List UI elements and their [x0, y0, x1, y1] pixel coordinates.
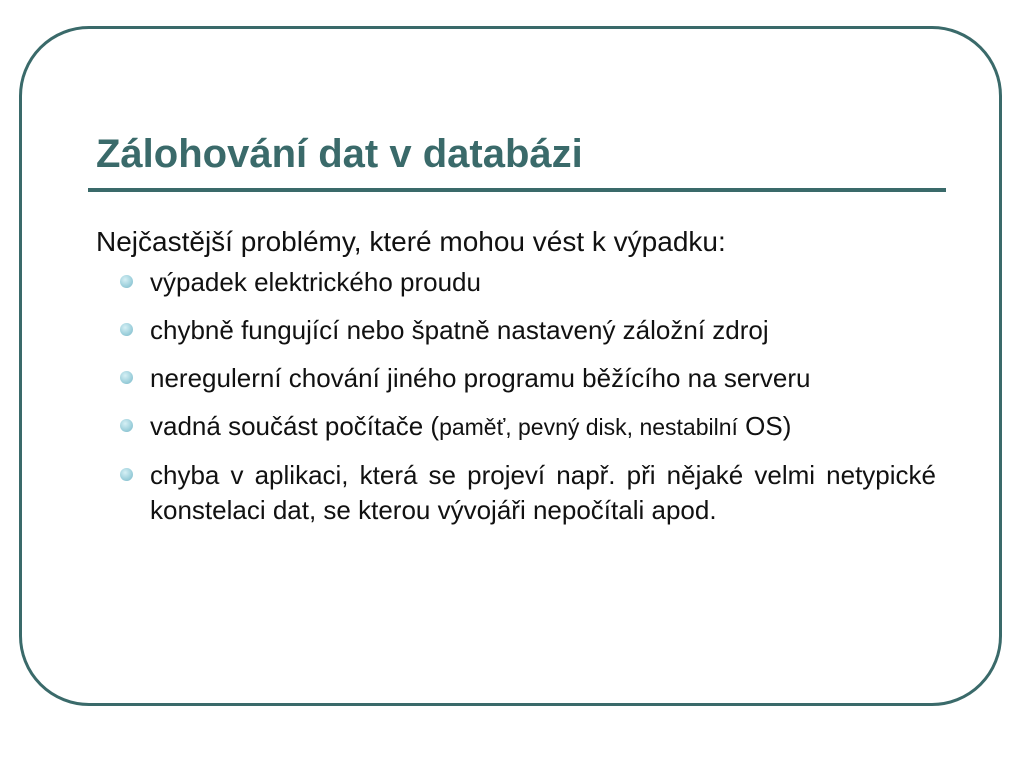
intro-text: Nejčastější problémy, které mohou vést k výpadku:	[96, 226, 726, 257]
bullet-dot-icon	[120, 323, 133, 336]
bullet-text-small: paměť, pevný disk, nestabilní	[439, 414, 738, 440]
title-underline	[88, 188, 946, 192]
bullet-text: výpadek elektrického proudu	[150, 267, 481, 297]
bullet-item	[96, 361, 936, 396]
bullet-text-before: vadná součást počítače (	[150, 411, 440, 441]
slide-title: Zálohování dat v databázi	[96, 132, 583, 176]
bullet-text: chyba v aplikaci, která se projeví např. při nějaké velmi netypické konstelaci dat, se kterou vývojáři nepočítali apod.	[150, 460, 936, 525]
bullet-text-after: OS)	[737, 411, 792, 441]
bullet-dot-icon	[120, 275, 133, 288]
bullet-dot-icon	[120, 371, 133, 384]
bullet-item	[96, 458, 936, 528]
bullet-text: chybně fungující nebo špatně nastavený záložní zdroj	[150, 315, 769, 345]
bullet-text: neregulerní chování jiného programu běžícího na serveru	[150, 363, 811, 393]
bullet-item	[96, 313, 936, 348]
bullet-item	[96, 409, 936, 445]
bullet-dot-icon	[120, 468, 133, 481]
bullet-dot-icon	[120, 419, 133, 432]
slide-content	[96, 223, 936, 541]
bullet-list	[96, 265, 936, 528]
bullet-item	[96, 265, 936, 300]
